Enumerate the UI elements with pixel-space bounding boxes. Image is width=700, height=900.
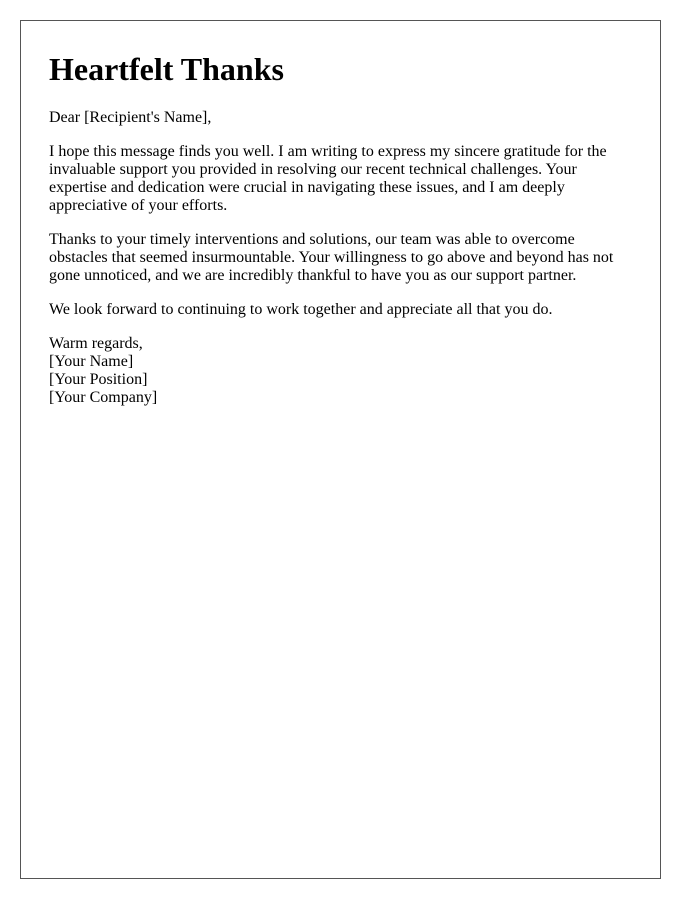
body-paragraph-2: Thanks to your timely interventions and solutions, our team was able to overcome obstacles that seemed insurmountable. Your willingness to go above and beyond has not gone unnoticed, and we are incredibly thankful to have you as our support partner.	[49, 231, 614, 284]
salutation: Dear [Recipient's Name],	[49, 109, 212, 126]
closing-block	[49, 335, 624, 407]
letter-title: Heartfelt Thanks	[49, 51, 284, 87]
closing: Warm regards,	[49, 335, 143, 352]
body-paragraph-1: I hope this message finds you well. I am writing to express my sincere gratitude for the invaluable support you provided in resolving our recent technical challenges. Your expertise and dedication were crucial in navigating these issues, and I am deeply appreciative of your efforts.	[49, 143, 607, 214]
letter-page	[20, 20, 661, 879]
letter-content	[49, 51, 624, 407]
signature-company: [Your Company]	[49, 389, 158, 406]
body-paragraph-3: We look forward to continuing to work together and appreciate all that you do.	[49, 301, 553, 318]
signature-position: [Your Position]	[49, 371, 148, 388]
signature-name: [Your Name]	[49, 353, 134, 370]
